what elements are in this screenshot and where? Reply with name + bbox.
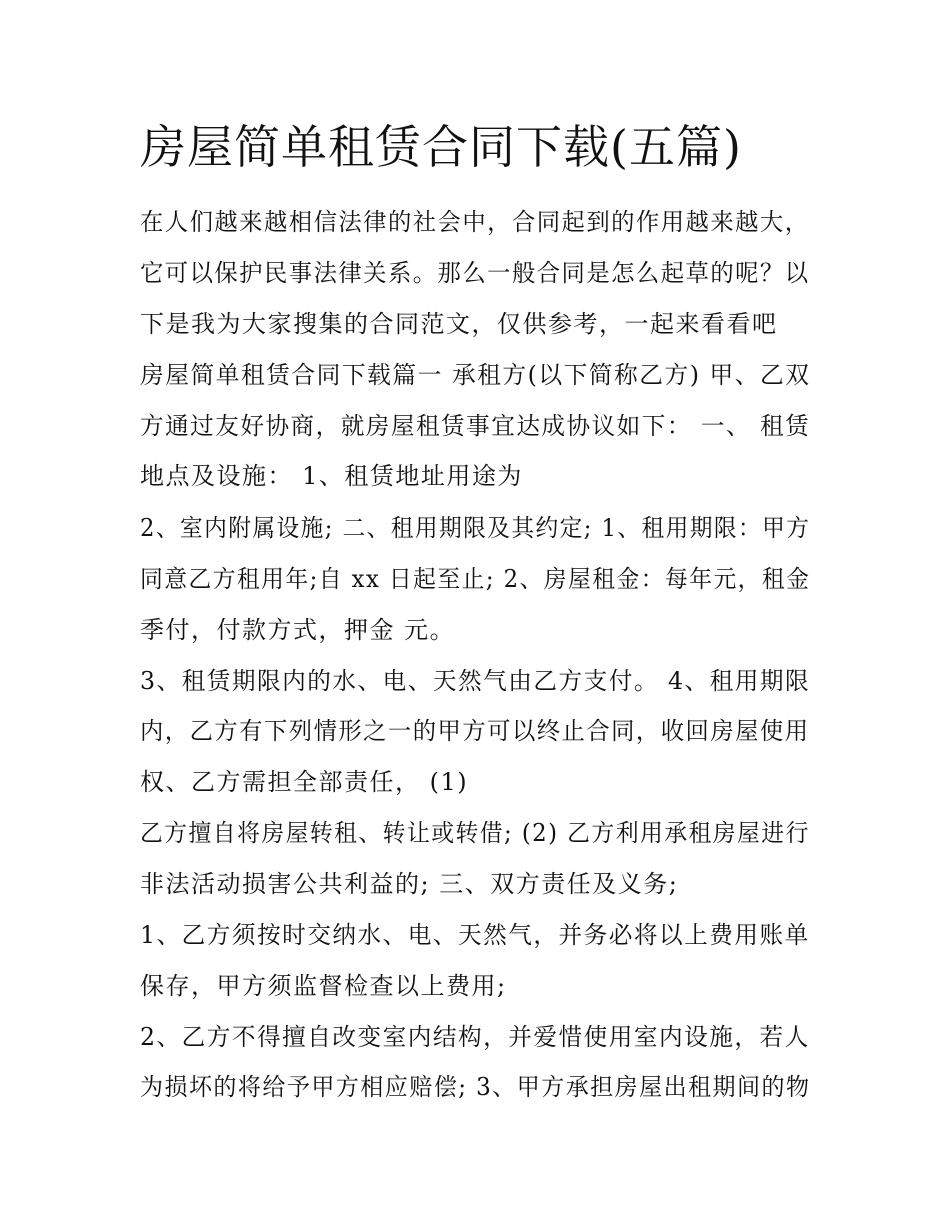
body-line-2: 它可以保护民事法律关系。那么一般合同是怎么起草的呢？以 <box>140 259 810 287</box>
body-line-14: 非法活动损害公共利益的; 三、双方责任及义务; <box>140 870 679 898</box>
body-line-17: 2、乙方不得擅自改变室内结构，并爱惜使用室内设施，若人 <box>140 1023 810 1051</box>
body-line-6: 地点及设施： 1、租赁地址用途为 <box>140 462 523 490</box>
document-title: 房屋简单租赁合同下载(五篇) <box>140 120 742 174</box>
body-line-10: 3、租赁期限内的水、电、天然气由乙方支付。 4、租用期限 <box>140 667 811 695</box>
body-line-11: 内，乙方有下列情形之一的甲方可以终止合同，收回房屋使用 <box>140 717 810 745</box>
body-line-16: 保存，甲方须监督检查以上费用; <box>140 972 507 1000</box>
body-line-5: 方通过友好协商，就房屋租赁事宜达成协议如下： 一、 租赁 <box>140 412 811 440</box>
body-line-3: 下是我为大家搜集的合同范文，仅供参考，一起来看看吧 <box>140 310 778 338</box>
body-line-12: 权、乙方需担全部责任， (1) <box>140 768 469 796</box>
body-line-9: 季付，付款方式，押金 元。 <box>140 616 456 644</box>
body-line-13: 乙方擅自将房屋转租、转让或转借; (2) 乙方利用承租房屋进行 <box>140 819 810 847</box>
body-line-4: 房屋简单租赁合同下载篇一 承租方(以下简称乙方) 甲、乙双 <box>140 361 811 389</box>
body-line-15: 1、乙方须按时交纳水、电、天然气，并务必将以上费用账单 <box>140 921 810 949</box>
body-line-1: 在人们越来越相信法律的社会中，合同起到的作用越来越大， <box>140 208 810 236</box>
body-line-8: 同意乙方租用年;自 xx 日起至止; 2、房屋租金：每年元，租金 <box>140 565 811 593</box>
body-line-18: 为损坏的将给予甲方相应赔偿; 3、甲方承担房屋出租期间的物 <box>140 1073 811 1101</box>
body-line-7: 2、室内附属设施; 二、租用期限及其约定; 1、租用期限：甲方 <box>140 514 811 542</box>
